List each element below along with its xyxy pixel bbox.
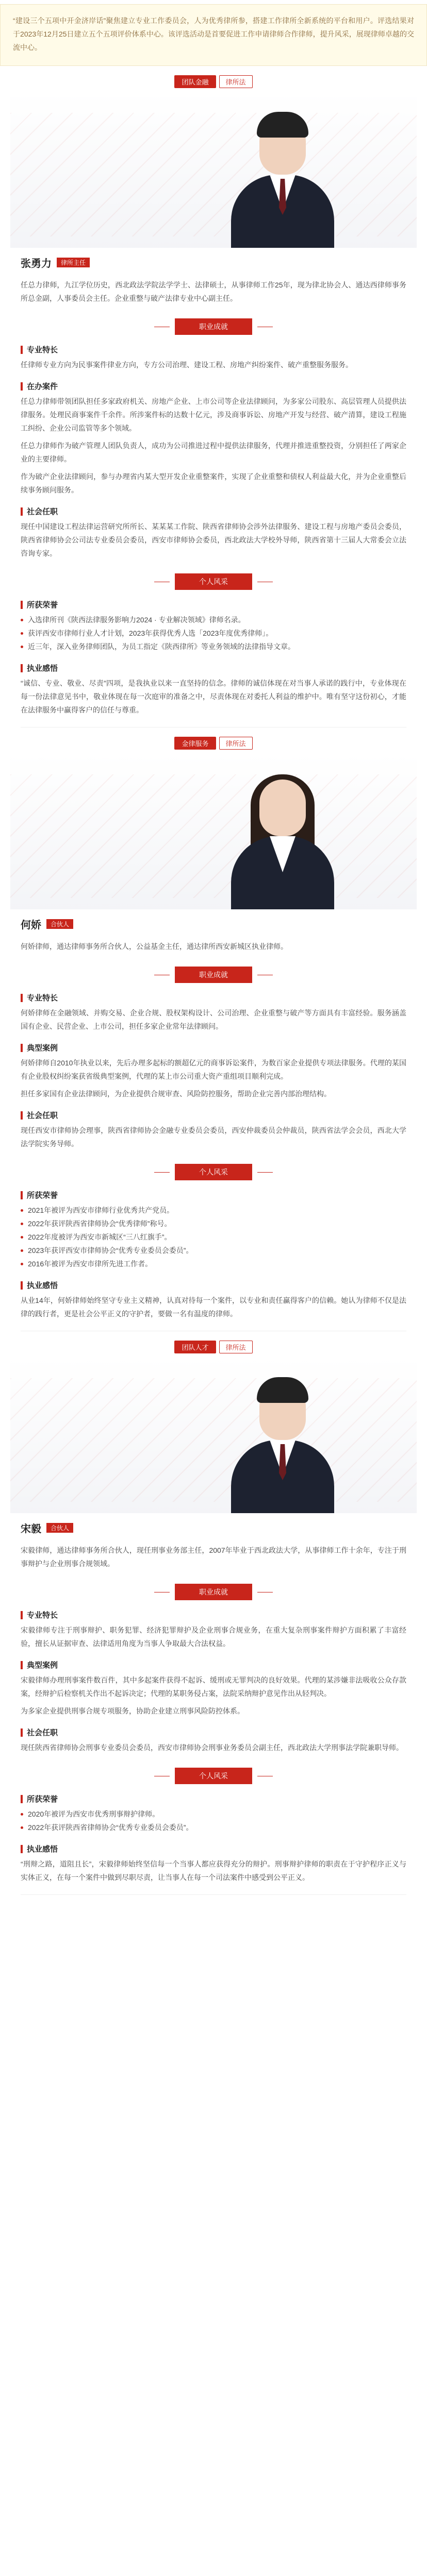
lawyer-name: 何娇: [21, 920, 41, 931]
subsection-title: [21, 663, 406, 673]
lawyer-name: 张勇力: [21, 258, 52, 269]
title-bar: [21, 507, 23, 516]
section-banner: 个人风采: [175, 1768, 252, 1784]
section-banner: 个人风采: [175, 573, 252, 590]
title-bar: [21, 1044, 23, 1052]
lawyer-role: 合伙人: [46, 1523, 73, 1533]
honor-item: 2021年被评为西安市律师行业优秀共产党员。: [21, 1204, 406, 1217]
honor-item: 2020年被评为西安市优秀刑事辩护律师。: [21, 1807, 406, 1821]
lawyer-description: 宋毅律师，通达律师事务所合伙人，现任刑事业务部主任，2007年毕业于西北政法大学，从事律师工作十余年，专注于刑事辩护与企业刑事合规领域。: [21, 1546, 406, 1568]
paragraph: 何娇律师自2010年执业以来，先后办理多起标的额超亿元的商事诉讼案件，为数百家企业提供专项法律服务。代理的某国有企业股权纠纷案获省级典型案例，代理的某上市公司重大资产重组项目顺利完成。: [21, 1059, 406, 1080]
paragraph: 为多家企业提供刑事合规专项服务，协助企业建立刑事风险防控体系。: [21, 1707, 244, 1715]
subsection-title: [21, 1659, 406, 1670]
lawyer-role: 律所主任: [57, 258, 90, 267]
paragraph: “刑辩之路，道阻且长”，宋毅律师始终坚信每一个当事人都应获得充分的辩护。刑事辩护律师的职责在于守护程序正义与实体正义，在每一个案件中做到尽职尽责，让当事人在每一个司法案件中感受到公平正义。: [21, 1860, 406, 1882]
honor-item: 入选律所刊《陕西法律服务影响力2024 · 专业解决领域》律师名录。: [21, 613, 406, 626]
subsection-title: [21, 1793, 406, 1804]
intro-notice: “建设三个五项中开金济岸话”聚焦建立专业工作委员会，人为优秀律所参，搭建工作律所全新系统的平台和用户。评选结果对于2023年12月25日建立五个五项评价体系中心。该评选活动是首要促进工作申请律师合作律师，提升风采，展现律师卓越的交流中心。: [0, 4, 427, 66]
subsection-title: [21, 1110, 406, 1121]
honor-item: 2023年获评西安市律师协会“优秀专业委员会委员”。: [21, 1244, 406, 1257]
paragraph: 从业14年，何娇律师始终坚守专业主义精神，认真对待每一个案件，以专业和责任赢得客户的信赖。她认为律师不仅是法律的践行者，更是社会公平正义的守护者，要做一名有温度的律师。: [21, 1296, 406, 1318]
subsection-title: [21, 1280, 406, 1291]
subsection-title: [21, 1190, 406, 1200]
subsection-label: 执业感悟: [27, 1845, 58, 1854]
profile-tag-primary: 金律服务: [174, 737, 216, 750]
title-bar: [21, 994, 23, 1002]
paragraph: 任总力律师带领团队担任多家政府机关、房地产企业、上市公司等企业法律顾问，为多家公司股东、高层管理人员提供法律服务。处理民商事案件千余件。所涉案件标的达数十亿元，涉及商事诉讼、房地产开发与经营、破产清算，建设工程施工纠纷、企业公司监管等多个领域。: [21, 397, 406, 432]
paragraph: 任总力律师作为破产管理人团队负责人，成功为公司推进过程中提供法律服务，代理并推进重整投资，分别担任了两家企业的主要律师。: [21, 442, 406, 463]
subsection-label: 典型案例: [27, 1661, 58, 1670]
lawyer-photo-banner: [10, 1358, 417, 1517]
subsection-label: 典型案例: [27, 1044, 58, 1053]
subsection-label: 执业感悟: [27, 1281, 58, 1290]
subsection-label: 专业特长: [27, 346, 58, 354]
title-bar: [21, 1111, 23, 1120]
subsection-title: [21, 992, 406, 1003]
lawyer-profile: [0, 737, 427, 1331]
profile-tag-primary: 团队金融: [174, 75, 216, 88]
title-bar: [21, 664, 23, 672]
subsection-title: [21, 1843, 406, 1854]
title-bar: [21, 1661, 23, 1669]
lawyer-description: 任总力律师，九江学位历史，西北政法学院法学学士、法律硕士，从事律师工作25年，现为律北协会人、通达西律师事务所总金副，人事委员会主任。企业重整与破产法律专业中心副主任。: [21, 281, 406, 302]
title-bar: [21, 346, 23, 354]
subsection-title: [21, 1727, 406, 1738]
title-bar: [21, 1191, 23, 1199]
head: [259, 779, 306, 836]
lawyer-photo-banner: [10, 92, 417, 252]
section-banner: 个人风采: [175, 1164, 252, 1180]
subsection-title: [21, 506, 406, 517]
paragraph: 何娇律师在金融领域、并购交易、企业合规、股权架构设计、公司治理、企业重整与破产等方面具有丰富经验。服务涵盖国有企业、民营企业、上市公司，担任多家企业常年法律顾问。: [21, 1009, 406, 1030]
honor-item: 获评西安市律师行业人才计划，2023年获得优秀人选「2023年度优秀律师」。: [21, 626, 406, 640]
profile-tag-secondary: 律所法: [219, 1341, 253, 1353]
name-line: [10, 248, 417, 274]
subsection-title: [21, 1042, 406, 1053]
paragraph: 宋毅律师办理刑事案件数百件，其中多起案件获得不起诉、缓刑或无罪判决的良好效果。代理的某涉嫌非法吸收公众存款案，经辩护后检察机关作出不起诉决定；代理的某职务侵占案，法院采纳辩护意见作出从轻判决。: [21, 1676, 406, 1698]
title-bar: [21, 1281, 23, 1290]
title-bar: [21, 1845, 23, 1853]
honor-list: [21, 613, 406, 653]
honor-item: 2022年获评陕西省律师协会“优秀律师”称号。: [21, 1217, 406, 1230]
paragraph: 现任陕西省律师协会刑事专业委员会委员，西安市律师协会刑事业务委员会副主任，西北政法大学刑事法学院兼职导师。: [21, 1743, 403, 1752]
honor-item: 2016年被评为西安市律所先进工作者。: [21, 1257, 406, 1270]
profile-tag: [0, 75, 427, 88]
subsection-label: 在办案件: [27, 382, 58, 391]
subsection-label: 社会任职: [27, 1111, 58, 1120]
lawyer-role: 合伙人: [46, 919, 73, 929]
paragraph: 宋毅律师专注于刑事辩护、职务犯罪、经济犯罪辩护及企业刑事合规业务，在重大复杂刑事案件辩护方面积累了丰富经验，擅长从证据审查、法律适用角度为当事人争取最大合法权益。: [21, 1626, 406, 1648]
subsection-label: 社会任职: [27, 1728, 58, 1737]
subsection-label: 执业感悟: [27, 664, 58, 673]
honor-item: 近三年，深入业务律师团队，为员工指定《陕西律所》等业务领域的法律指导文章。: [21, 640, 406, 653]
name-line: [10, 909, 417, 936]
profile-tag-secondary: 律所法: [219, 737, 253, 750]
profile-tag-secondary: 律所法: [219, 75, 253, 88]
lawyer-profile: [0, 1341, 427, 1895]
honor-list: [21, 1204, 406, 1270]
subsection-label: 社会任职: [27, 507, 58, 516]
section-banner: 职业成就: [175, 1584, 252, 1600]
title-bar: [21, 1611, 23, 1619]
divider: [21, 1894, 406, 1895]
profile-tag: [0, 737, 427, 750]
lawyer-description: 何娇律师，通达律师事务所合伙人，公益基金主任，通达律所西安新城区执业律师。: [21, 942, 288, 951]
section-banner: 职业成就: [175, 318, 252, 335]
lawyer-photo: [210, 759, 355, 913]
subsection-label: 所获荣誉: [27, 601, 58, 609]
section-banner: 职业成就: [175, 967, 252, 983]
title-bar: [21, 1795, 23, 1803]
lawyers-list: [0, 75, 427, 1895]
lawyer-profile: [0, 75, 427, 727]
subsection-title: [21, 381, 406, 392]
subsection-title: [21, 344, 406, 355]
subsection-title: [21, 599, 406, 610]
hair: [257, 1377, 308, 1403]
subsection-label: 所获荣誉: [27, 1795, 58, 1804]
profile-tag: [0, 1341, 427, 1353]
profile-tag-primary: 团队人才: [174, 1341, 216, 1353]
name-line: [10, 1513, 417, 1539]
paragraph: 作为破产企业法律顾问，参与办理省内某大型开发企业重整案件，实现了企业重整和债权人利益最大化，并为企业重整后续事务顾问服务。: [21, 472, 406, 494]
lawyer-name: 宋毅: [21, 1523, 41, 1535]
paragraph: 担任多家国有企业法律顾问，为企业提供合规审查、风险防控服务，帮助企业完善内部治理结构。: [21, 1090, 331, 1098]
paragraph: 现任中国建设工程法律运营研究所所长、某某某工作院、陕西省律师协会涉外法律服务、建设工程与房地产委员会委员，陕西省律师协会公司法专业委员会委员，西安市律师协会委员，西北政法大学校外导师，陕西省第十三届人大常委会立法咨询专家。: [21, 522, 406, 557]
honor-item: 2022年获评陕西省律师协会“优秀专业委员会委员”。: [21, 1821, 406, 1834]
lawyer-photo: [210, 97, 355, 252]
subsection-label: 专业特长: [27, 1611, 58, 1620]
lawyer-photo-banner: [10, 754, 417, 913]
hair: [257, 112, 308, 138]
subsection-label: 所获荣誉: [27, 1191, 58, 1200]
honor-list: [21, 1807, 406, 1834]
title-bar: [21, 1728, 23, 1737]
paragraph: 任律师专业方向为民事案件律业方向，专方公司治理、建设工程、房地产纠纷案件、破产重整服务服务。: [21, 361, 353, 369]
title-bar: [21, 601, 23, 609]
paragraph: 现任西安市律师协会理事，陕西省律师协会金融专业委员会委员，西安仲裁委员会仲裁员，陕西省法学会会员，西北大学法学院实务导师。: [21, 1126, 406, 1148]
paragraph: “诚信、专业、敬业、尽责”四项，是我执业以来一直坚持的信念。律师的诚信体现在对当事人承诺的践行中，专业体现在每一份法律意见书中，敬业体现在每一次庭审的准备之中，尽责体现在对委托人利益的维护中。唯有坚守这份初心，才能在法律服务中赢得客户的信任与尊重。: [21, 679, 406, 714]
subsection-label: 专业特长: [27, 994, 58, 1003]
subsection-title: [21, 1609, 406, 1620]
lawyer-photo: [210, 1363, 355, 1517]
title-bar: [21, 382, 23, 391]
honor-item: 2022年度被评为西安市新城区“三八红旗手”。: [21, 1230, 406, 1244]
